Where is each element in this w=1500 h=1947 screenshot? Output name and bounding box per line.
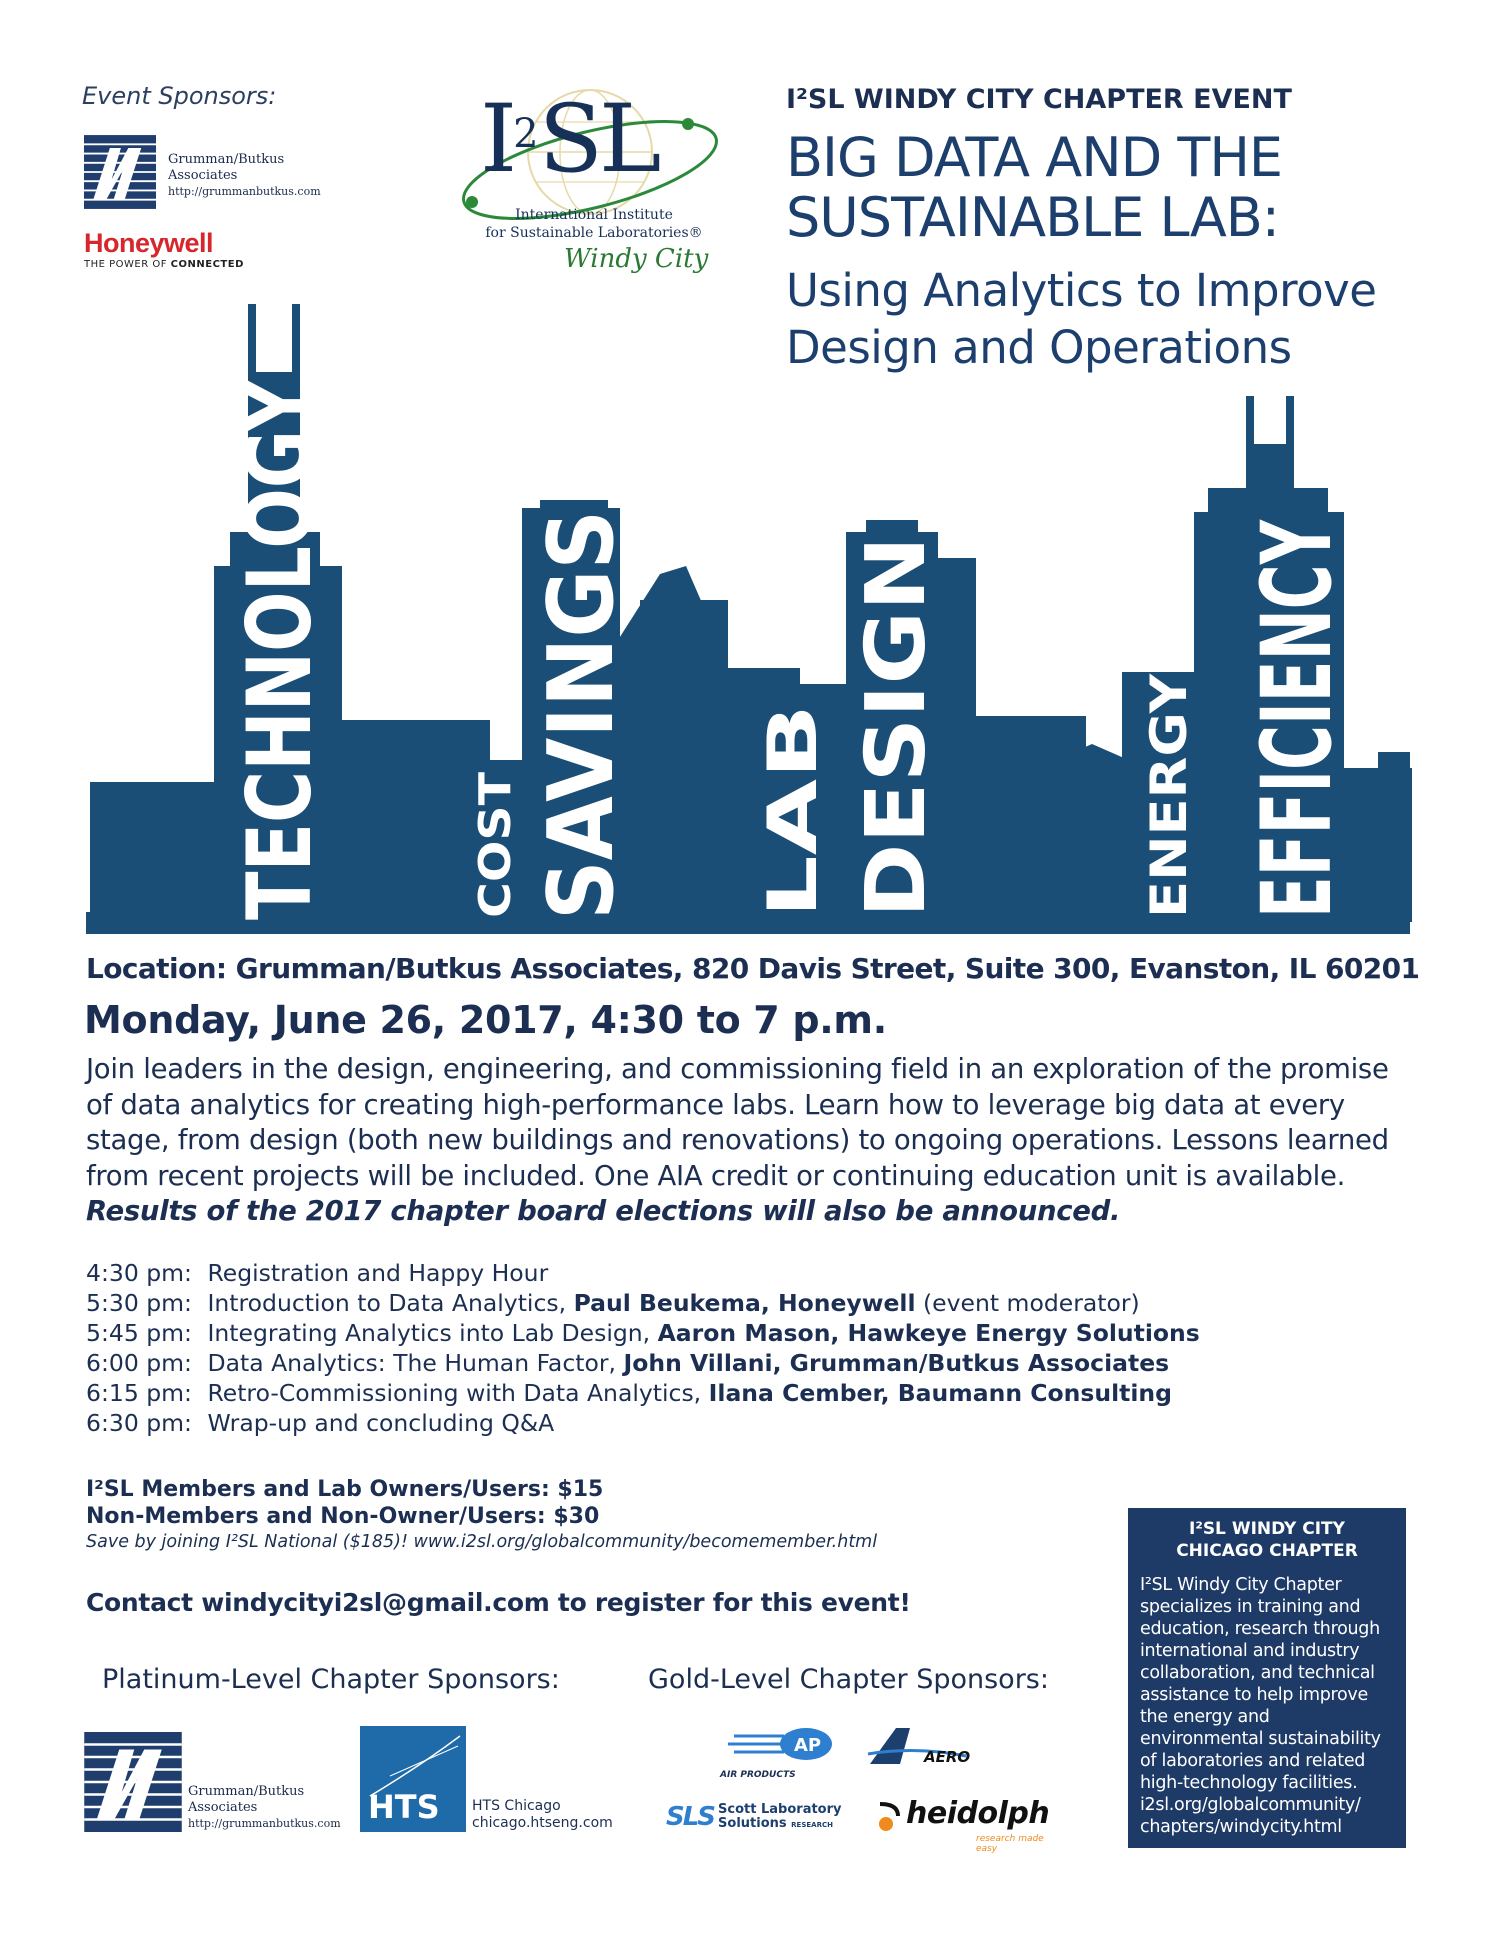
grumman-butkus-logo-bottom bbox=[84, 1732, 341, 1832]
i2sl-line1: International Institute bbox=[515, 207, 673, 223]
platinum-sponsors-label: Platinum-Level Chapter Sponsors: bbox=[102, 1664, 560, 1695]
agenda-speaker: Paul Beukema, Honeywell bbox=[573, 1289, 916, 1317]
chapter-box-title-line2: CHICAGO CHAPTER bbox=[1176, 1541, 1358, 1561]
honeywell-tagline-a: THE POWER OF bbox=[84, 259, 171, 270]
agenda-row bbox=[86, 1318, 1200, 1348]
agenda-time: 6:15 pm: bbox=[86, 1379, 192, 1407]
agenda-row bbox=[86, 1258, 1200, 1288]
skyline-word-savings: SAVINGS bbox=[529, 474, 634, 920]
air-products-logo bbox=[714, 1722, 864, 1784]
agenda-note: (event moderator) bbox=[915, 1289, 1140, 1317]
heidolph-tagline: research made easy bbox=[976, 1834, 1044, 1854]
scott-tag: RESEARCH bbox=[791, 1820, 833, 1829]
agenda-row bbox=[86, 1288, 1200, 1318]
heidolph-wordmark: heidolph bbox=[906, 1796, 1050, 1831]
grumman-line2: Associates bbox=[188, 1800, 258, 1815]
agenda-time: 4:30 pm: bbox=[86, 1259, 192, 1287]
agenda-topic: Data Analytics: The Human Factor, bbox=[207, 1349, 624, 1377]
scott-lab-logo bbox=[666, 1794, 846, 1840]
hts-mark-icon bbox=[360, 1726, 466, 1832]
subtitle-line1: Using Analytics to Improve bbox=[786, 264, 1377, 317]
agenda-topic: Wrap-up and concluding Q&A bbox=[207, 1409, 555, 1437]
hts-line2[interactable]: chicago.htseng.com bbox=[472, 1815, 613, 1831]
agenda-topic: Retro-Commissioning with Data Analytics, bbox=[207, 1379, 709, 1407]
air-products-mark-icon bbox=[714, 1722, 864, 1766]
event-description bbox=[86, 1052, 1416, 1230]
grumman-line2: Associates bbox=[168, 168, 238, 183]
agenda-time: 5:30 pm: bbox=[86, 1289, 192, 1317]
grumman-line1: Grumman/Butkus bbox=[188, 1784, 305, 1799]
hts-line1: HTS Chicago bbox=[472, 1798, 561, 1814]
scott-mark-icon: SLS bbox=[666, 1802, 715, 1832]
honeywell-wordmark: Honeywell bbox=[84, 228, 214, 258]
skyline-word-lab: LAB bbox=[754, 770, 833, 918]
agenda-topic: Introduction to Data Analytics, bbox=[207, 1289, 574, 1317]
subtitle-line2: Design and Operations bbox=[786, 321, 1292, 374]
agenda-time: 6:30 pm: bbox=[86, 1409, 192, 1437]
aero-mark-icon bbox=[866, 1724, 976, 1772]
i2sl-line2: for Sustainable Laboratories® bbox=[485, 225, 703, 241]
event-sponsors-label: Event Sponsors: bbox=[82, 82, 277, 110]
heidolph-logo bbox=[876, 1794, 1066, 1854]
skyline-word-energy: ENERGY bbox=[1140, 693, 1198, 918]
description-emphasis: Results of the 2017 chapter board elections will also be announced. bbox=[86, 1195, 1121, 1227]
agenda-row bbox=[86, 1348, 1200, 1378]
pricing bbox=[86, 1476, 603, 1530]
agenda-topic: Registration and Happy Hour bbox=[207, 1259, 549, 1287]
description-text: Join leaders in the design, engineering, and commissioning field in an exploration of the promise of data analytics for creating high-performance labs. Learn how to leverage big data at every stage, from design (both new buildings and renovations) to ongoing operations. Lessons learned from recent projects will be included. One AIA credit or continuing education unit is available. bbox=[86, 1053, 1389, 1192]
event-date: Monday, June 26, 2017, 4:30 to 7 p.m. bbox=[84, 998, 887, 1042]
scott-line1: Scott Laboratory bbox=[718, 1801, 842, 1817]
hts-wordmark: HTS bbox=[368, 1788, 440, 1826]
heidolph-mark-icon bbox=[876, 1800, 902, 1834]
hts-logo bbox=[360, 1726, 613, 1832]
skyline-word-design: DESIGN bbox=[849, 568, 944, 918]
skyline-word-technology: TECHNOLOGY bbox=[228, 251, 331, 920]
agenda-row bbox=[86, 1378, 1200, 1408]
grumman-butkus-mark-icon bbox=[84, 1732, 182, 1832]
agenda-time: 6:00 pm: bbox=[86, 1349, 192, 1377]
agenda bbox=[86, 1258, 1200, 1438]
agenda-speaker: John Villani, Grumman/Butkus Associates bbox=[623, 1349, 1170, 1377]
price-nonmembers: Non-Members and Non-Owner/Users: $30 bbox=[86, 1504, 600, 1529]
skyline-word-efficiency: EFFICIENCY bbox=[1241, 293, 1353, 918]
chapter-box-body: I²SL Windy City Chapter specializes in training and education, research through international and industry collaboration, and technical assistance to help improve the energy and environmental sustainability of laboratories and related high-technology facilities. i2sl.org/globalcommunity/ chapters/windycity.html bbox=[1140, 1575, 1381, 1837]
grumman-url[interactable]: http://grummanbutkus.com bbox=[188, 1817, 341, 1830]
agenda-speaker: Aaron Mason, Hawkeye Energy Solutions bbox=[657, 1319, 1200, 1347]
event-kicker: I²SL WINDY CITY CHAPTER EVENT bbox=[786, 84, 1292, 115]
grumman-line1: Grumman/Butkus bbox=[168, 152, 285, 167]
gold-sponsors-label: Gold-Level Chapter Sponsors: bbox=[648, 1664, 1049, 1695]
agenda-row bbox=[86, 1408, 1200, 1438]
title-line1: BIG DATA AND THE bbox=[786, 126, 1283, 189]
price-members: I²SL Members and Lab Owners/Users: $15 bbox=[86, 1477, 604, 1502]
title-line2: SUSTAINABLE LAB: bbox=[786, 186, 1279, 249]
air-products-name: AIR PRODUCTS bbox=[720, 1770, 796, 1780]
chapter-info-box bbox=[1128, 1508, 1406, 1848]
chapter-box-title bbox=[1128, 1518, 1406, 1562]
agenda-topic: Integrating Analytics into Lab Design, bbox=[207, 1319, 658, 1347]
aero-name: AERO bbox=[924, 1748, 971, 1766]
grumman-url[interactable]: http://grummanbutkus.com bbox=[168, 185, 321, 198]
skyline-illustration bbox=[0, 0, 1500, 940]
event-location: Location: Grumman/Butkus Associates, 820 Davis Street, Suite 300, Evanston, IL 60201 bbox=[86, 952, 1420, 985]
agenda-speaker: Ilana Cember, Baumann Consulting bbox=[708, 1379, 1172, 1407]
i2sl-chapter: Windy City bbox=[564, 244, 709, 274]
skyline-word-cost: COST bbox=[470, 786, 521, 918]
air-products-mark: AP bbox=[794, 1735, 822, 1756]
honeywell-tagline-b: CONNECTED bbox=[170, 259, 244, 270]
scott-line2: Solutions bbox=[718, 1815, 787, 1831]
chapter-box-title-line1: I²SL WINDY CITY bbox=[1189, 1519, 1345, 1539]
agenda-time: 5:45 pm: bbox=[86, 1319, 192, 1347]
i2sl-wordmark: $I^2SL$ bbox=[480, 85, 658, 194]
registration-contact[interactable]: Contact windycityi2sl@gmail.com to register for this event! bbox=[86, 1588, 911, 1617]
aero-logo bbox=[866, 1724, 976, 1772]
membership-note[interactable]: Save by joining I²SL National ($185)! www.i2sl.org/globalcommunity/becomemember.html bbox=[86, 1532, 878, 1552]
